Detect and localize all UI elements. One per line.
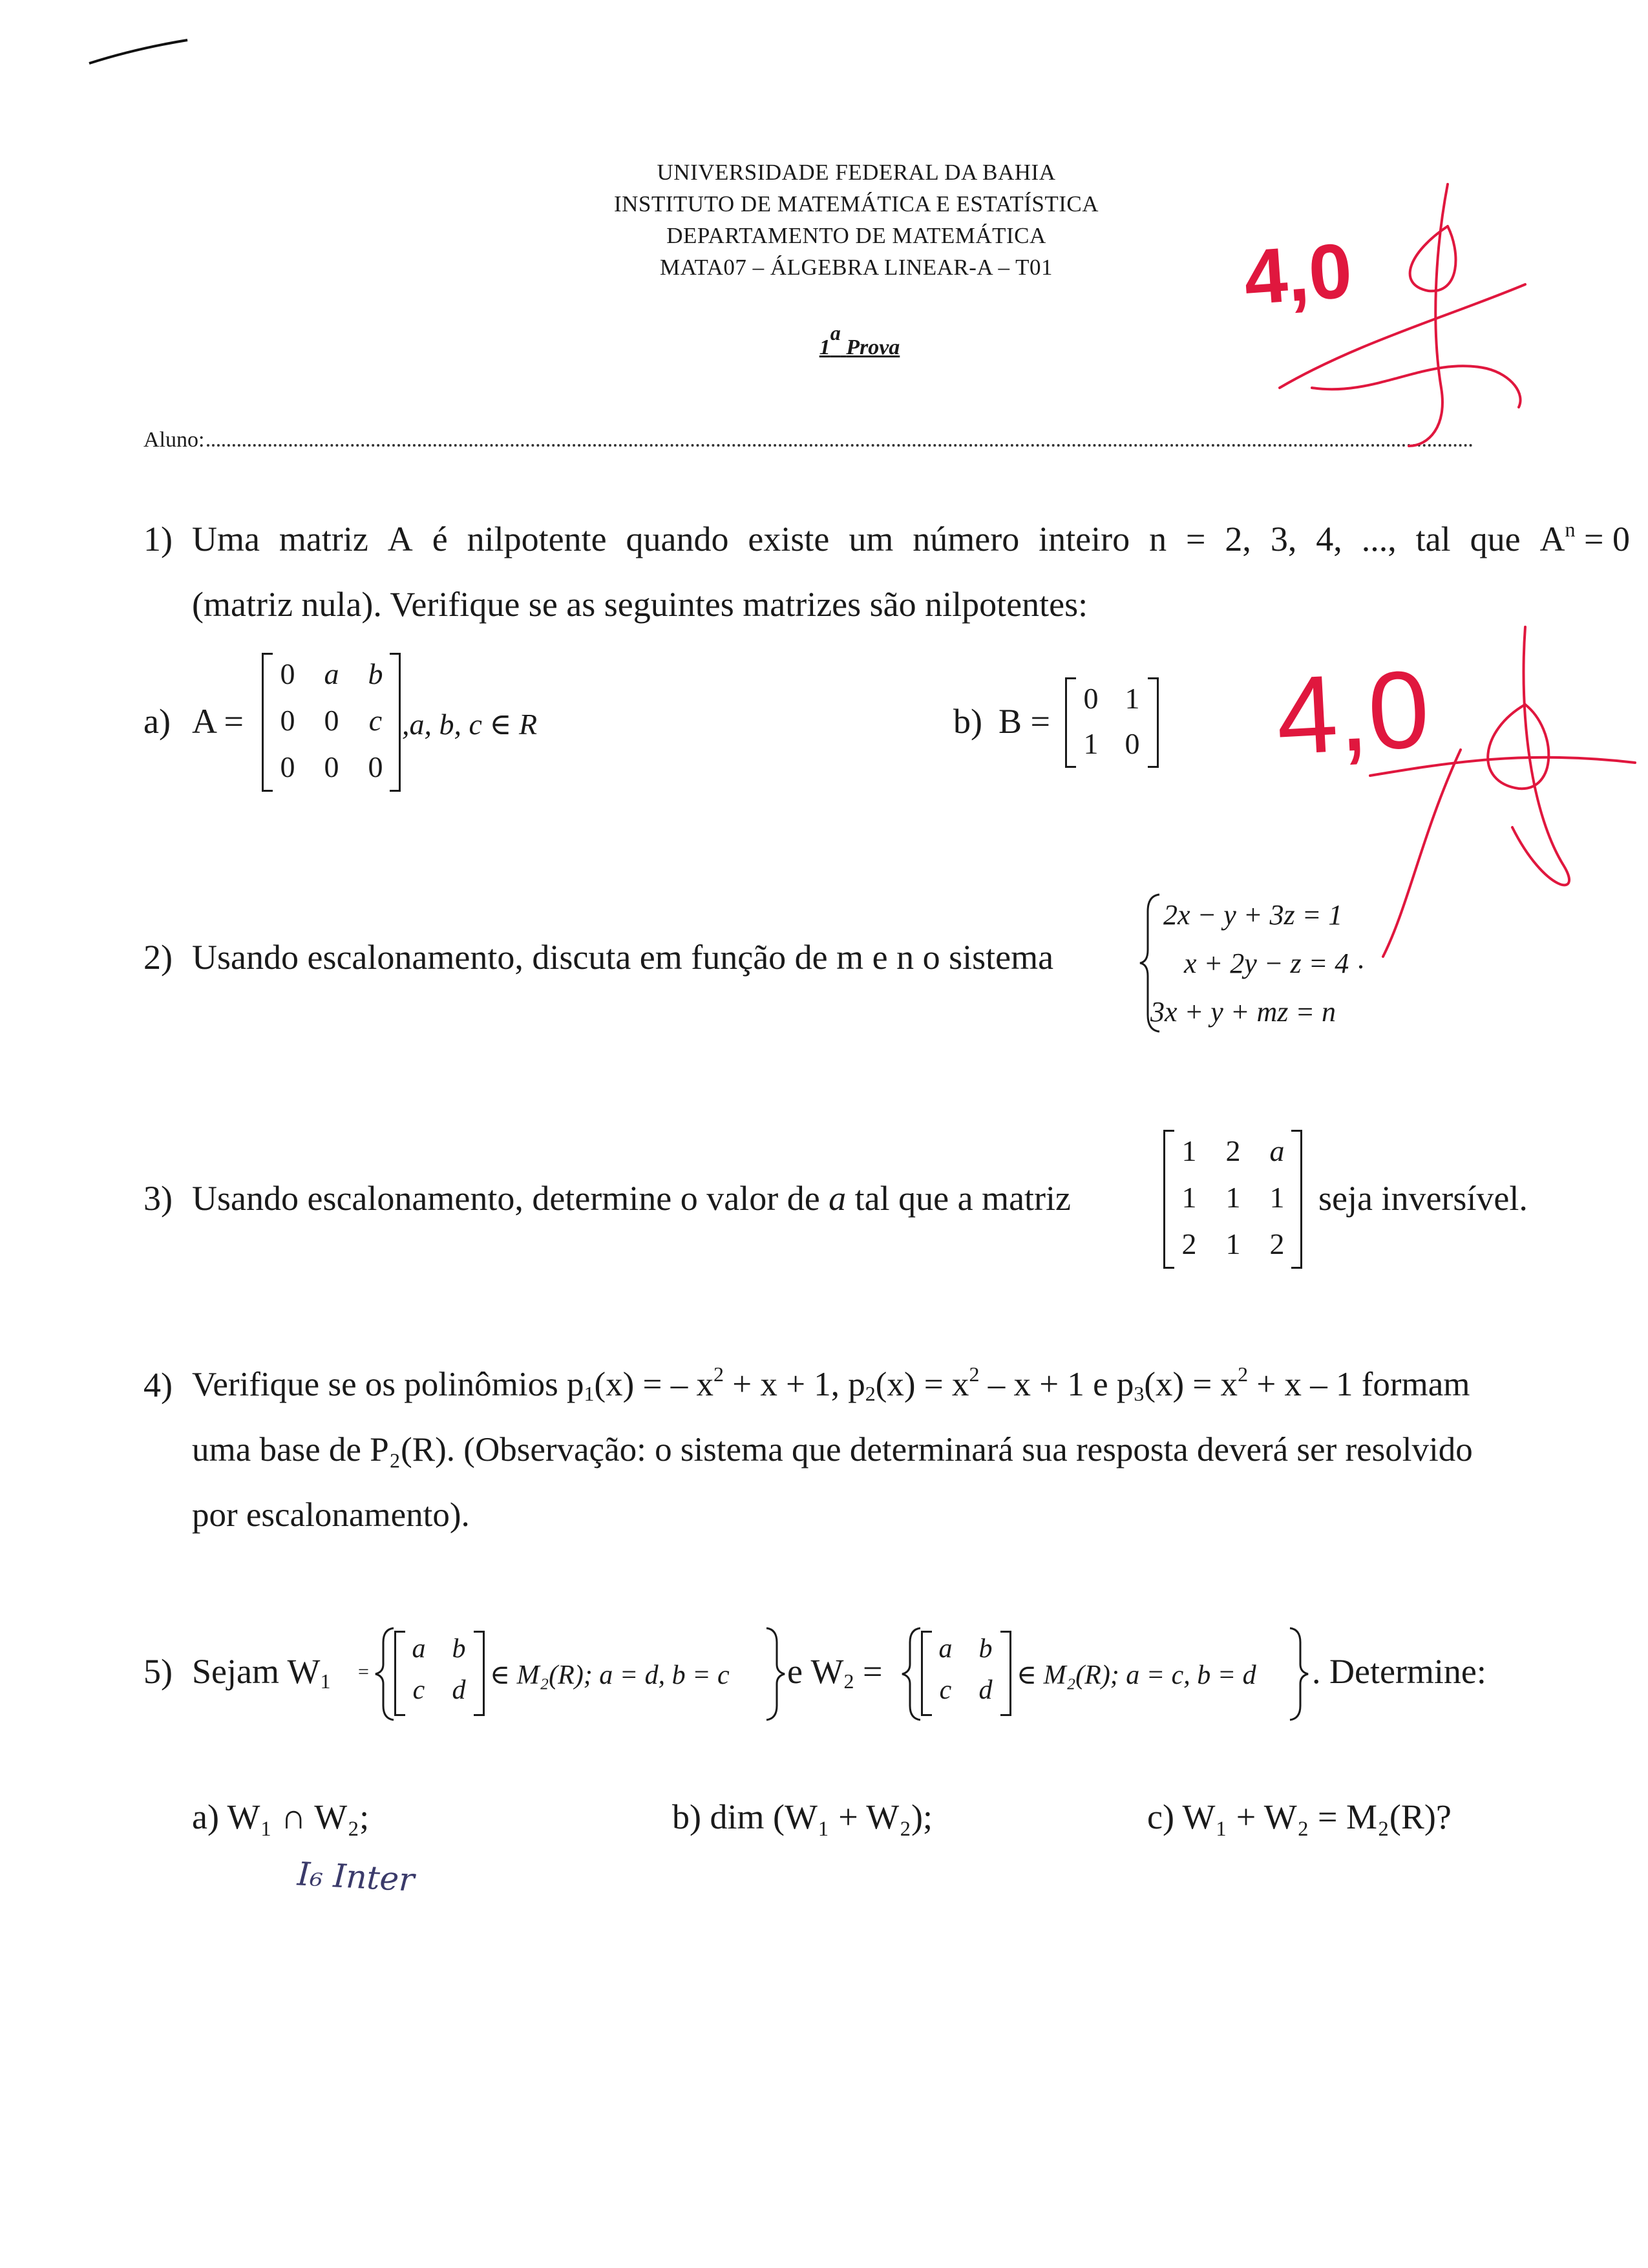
q1-a-label: a) xyxy=(143,702,171,741)
q4-sup: 2 xyxy=(1238,1362,1249,1386)
department-name: DEPARTAMENTO DE MATEMÁTICA xyxy=(666,223,1046,248)
q1-line1 xyxy=(192,519,1630,559)
q5-sejam xyxy=(192,1651,330,1691)
q3-number: 3) xyxy=(143,1179,173,1218)
q1-word: que xyxy=(1470,520,1521,558)
matrix-q3-cell: 2 xyxy=(1225,1134,1241,1167)
matrix-q3 xyxy=(1163,1130,1302,1269)
q1-word: quando xyxy=(626,520,729,558)
matrix-a-cell: 0 xyxy=(324,750,339,783)
q2-period: . xyxy=(1357,943,1364,975)
exam-title-word: Prova xyxy=(846,335,900,359)
q5-determine: . Determine: xyxy=(1312,1652,1486,1691)
q1-word: tal xyxy=(1415,520,1451,558)
matrix-q3-cell: 1 xyxy=(1225,1181,1241,1214)
q1-word: matriz xyxy=(279,520,368,558)
matrix-a-cell: 0 xyxy=(280,657,295,690)
q5-w1-brace-left xyxy=(372,1626,397,1722)
q1-word: Uma xyxy=(192,520,260,558)
w2-matrix-cell: c xyxy=(939,1675,952,1705)
institute-name: INSTITUTO DE MATEMÁTICA E ESTATÍSTICA xyxy=(613,191,1099,217)
w2-condition: ∈ M₂(R); a = c, b = d xyxy=(1017,1660,1256,1690)
matrix-a-cell: b xyxy=(368,657,383,690)
q2-equation-3: 3x + y + mz = n xyxy=(1150,996,1336,1028)
q2-text: Usando escalonamento, discuta em função de m e n o sistema xyxy=(192,938,1054,977)
q4-sub: 1 xyxy=(584,1382,595,1405)
q4-number: 4) xyxy=(143,1366,173,1404)
matrix-q3-cell: 1 xyxy=(1269,1181,1285,1214)
q5-eq-sign-1: = xyxy=(358,1661,369,1682)
w2-matrix-cell: d xyxy=(978,1675,993,1705)
matrix-a-cell: 0 xyxy=(368,750,383,783)
q5-item-b: b) dim (W₁ + W₂); xyxy=(672,1797,933,1836)
matrix-b-cell: 0 xyxy=(1125,727,1140,760)
q2-equation-2: x + 2y − z = 4 xyxy=(1184,948,1349,979)
matrix-q3-cell: a xyxy=(1269,1134,1285,1167)
q5-e-w2 xyxy=(787,1651,882,1691)
q1-a-eq: A = xyxy=(192,702,244,741)
q5-w2-brace-right xyxy=(1286,1626,1312,1722)
w2-matrix-cell: a xyxy=(938,1634,953,1664)
q1-word-an xyxy=(1540,519,1630,559)
w1-matrix-cell: a xyxy=(412,1634,426,1664)
q1-word: A xyxy=(387,520,413,558)
university-name: UNIVERSIDADE FEDERAL DA BAHIA xyxy=(657,160,1056,185)
grade-middle: 4,0 xyxy=(1273,647,1433,779)
q5-number: 5) xyxy=(143,1652,173,1691)
matrix-a-cell: a xyxy=(324,657,339,690)
q5-eq-sign-2: = xyxy=(862,1652,883,1691)
pen-stroke-mark xyxy=(84,26,194,71)
q2-equation-1: 2x − y + 3z = 1 xyxy=(1163,899,1343,931)
q1-line1-end: = 0 xyxy=(1584,520,1630,558)
q4-part: + x + 1, p xyxy=(723,1366,865,1403)
q1-word: n xyxy=(1149,520,1167,558)
q1-b-eq: B = xyxy=(998,702,1050,741)
q1-word: 2, xyxy=(1225,520,1251,558)
q1-word: 4, xyxy=(1316,520,1342,558)
q4-sup: 2 xyxy=(969,1362,980,1386)
q1-word: número xyxy=(913,520,1020,558)
q3-text-mid: tal que a matriz xyxy=(854,1179,1072,1218)
q1-word: ..., xyxy=(1361,520,1397,558)
q4-sub: 3 xyxy=(1134,1382,1145,1405)
matrix-q3-cell: 1 xyxy=(1181,1134,1197,1167)
q4-part: + x – 1 formam xyxy=(1248,1366,1470,1403)
grade-top: 4,0 xyxy=(1241,227,1355,321)
w2-matrix-cell: b xyxy=(978,1634,993,1664)
exam-title-number: 1 xyxy=(819,335,830,359)
q5-sejam-text: Sejam W xyxy=(192,1652,321,1691)
q1-word: 3, xyxy=(1270,520,1297,558)
q2-number: 2) xyxy=(143,938,173,977)
q5-w2-sub: 2 xyxy=(843,1669,854,1693)
q4-part: – x + 1 e p xyxy=(979,1366,1134,1403)
q5-item-a: a) W₁ ∩ W₂; xyxy=(192,1797,370,1836)
matrix-q3-cell: 1 xyxy=(1181,1181,1197,1214)
course-name: MATA07 – ÁLGEBRA LINEAR-A – T01 xyxy=(659,255,1053,280)
q1-word: existe xyxy=(748,520,830,558)
q3-text-before: Usando escalonamento, determine o valor de xyxy=(192,1179,820,1218)
q5-item-c: c) W₁ + W₂ = M₂(R)? xyxy=(1147,1797,1452,1836)
handwritten-note: I₆ Inter xyxy=(296,1855,416,1899)
grade-signature-middle xyxy=(1331,620,1642,982)
q3-text-after: seja inversível. xyxy=(1318,1179,1528,1218)
q1-word: é xyxy=(432,520,448,558)
matrix-b-cell: 0 xyxy=(1083,682,1099,715)
q1-number: 1) xyxy=(143,520,173,558)
q1-word: um xyxy=(849,520,894,558)
q1-word: = xyxy=(1186,520,1206,558)
matrix-q3-cell: 1 xyxy=(1225,1227,1241,1260)
exam-title-sup: a xyxy=(830,321,841,344)
matrix-a xyxy=(262,653,401,792)
student-label: Aluno: xyxy=(143,428,205,452)
q3-variable: a xyxy=(829,1179,847,1218)
q4-line3: por escalonamento). xyxy=(192,1496,470,1534)
q5-w2-brace-left xyxy=(898,1626,924,1722)
q1-word: inteiro xyxy=(1039,520,1130,558)
matrix-a-condition: ,a, b, c ∈ R xyxy=(402,708,538,741)
q5-w1-sub: 1 xyxy=(320,1669,331,1693)
w1-matrix-cell: c xyxy=(412,1675,425,1705)
matrix-a-cell: c xyxy=(368,704,383,737)
q4-part: (x) = x xyxy=(875,1366,969,1403)
matrix-a-cell: 0 xyxy=(280,750,295,783)
q1-line2: (matriz nula). Verifique se as seguintes matrizes são nilpotentes: xyxy=(192,585,1088,624)
q4-sub: 2 xyxy=(865,1382,876,1405)
q1-word: A xyxy=(1539,520,1565,558)
matrix-b xyxy=(1065,677,1159,768)
matrix-a-cell: 0 xyxy=(324,704,339,737)
q4-line1 xyxy=(192,1362,1470,1405)
w1-condition: ∈ M₂(R); a = d, b = c xyxy=(490,1660,730,1690)
q4-part: (x) = x xyxy=(1144,1366,1238,1403)
w1-matrix xyxy=(394,1631,485,1716)
q5-w1-brace-right xyxy=(763,1626,788,1722)
matrix-q3-cell: 2 xyxy=(1269,1227,1285,1260)
w1-matrix-cell: d xyxy=(452,1675,466,1705)
q1-word: nilpotente xyxy=(467,520,607,558)
q4-sup: 2 xyxy=(713,1362,724,1386)
matrix-q3-cell: 2 xyxy=(1181,1227,1197,1260)
w2-matrix xyxy=(921,1631,1011,1716)
q1-exponent: n xyxy=(1565,518,1576,541)
q4-part: (x) = – x xyxy=(594,1366,713,1403)
q4-line2: uma base de P₂(R). (Observação: o sistema que determinará sua resposta deverá ser resolvido xyxy=(192,1431,1473,1468)
matrix-b-cell: 1 xyxy=(1083,727,1099,760)
q4-part: Verifique se os polinômios p xyxy=(192,1366,584,1403)
matrix-a-cell: 0 xyxy=(280,704,295,737)
q3-line xyxy=(192,1178,1071,1218)
w1-matrix-cell: b xyxy=(452,1634,466,1664)
matrix-b-cell: 1 xyxy=(1125,682,1140,715)
q1-b-label: b) xyxy=(953,702,982,741)
q5-e-w-text: e W xyxy=(787,1652,844,1691)
